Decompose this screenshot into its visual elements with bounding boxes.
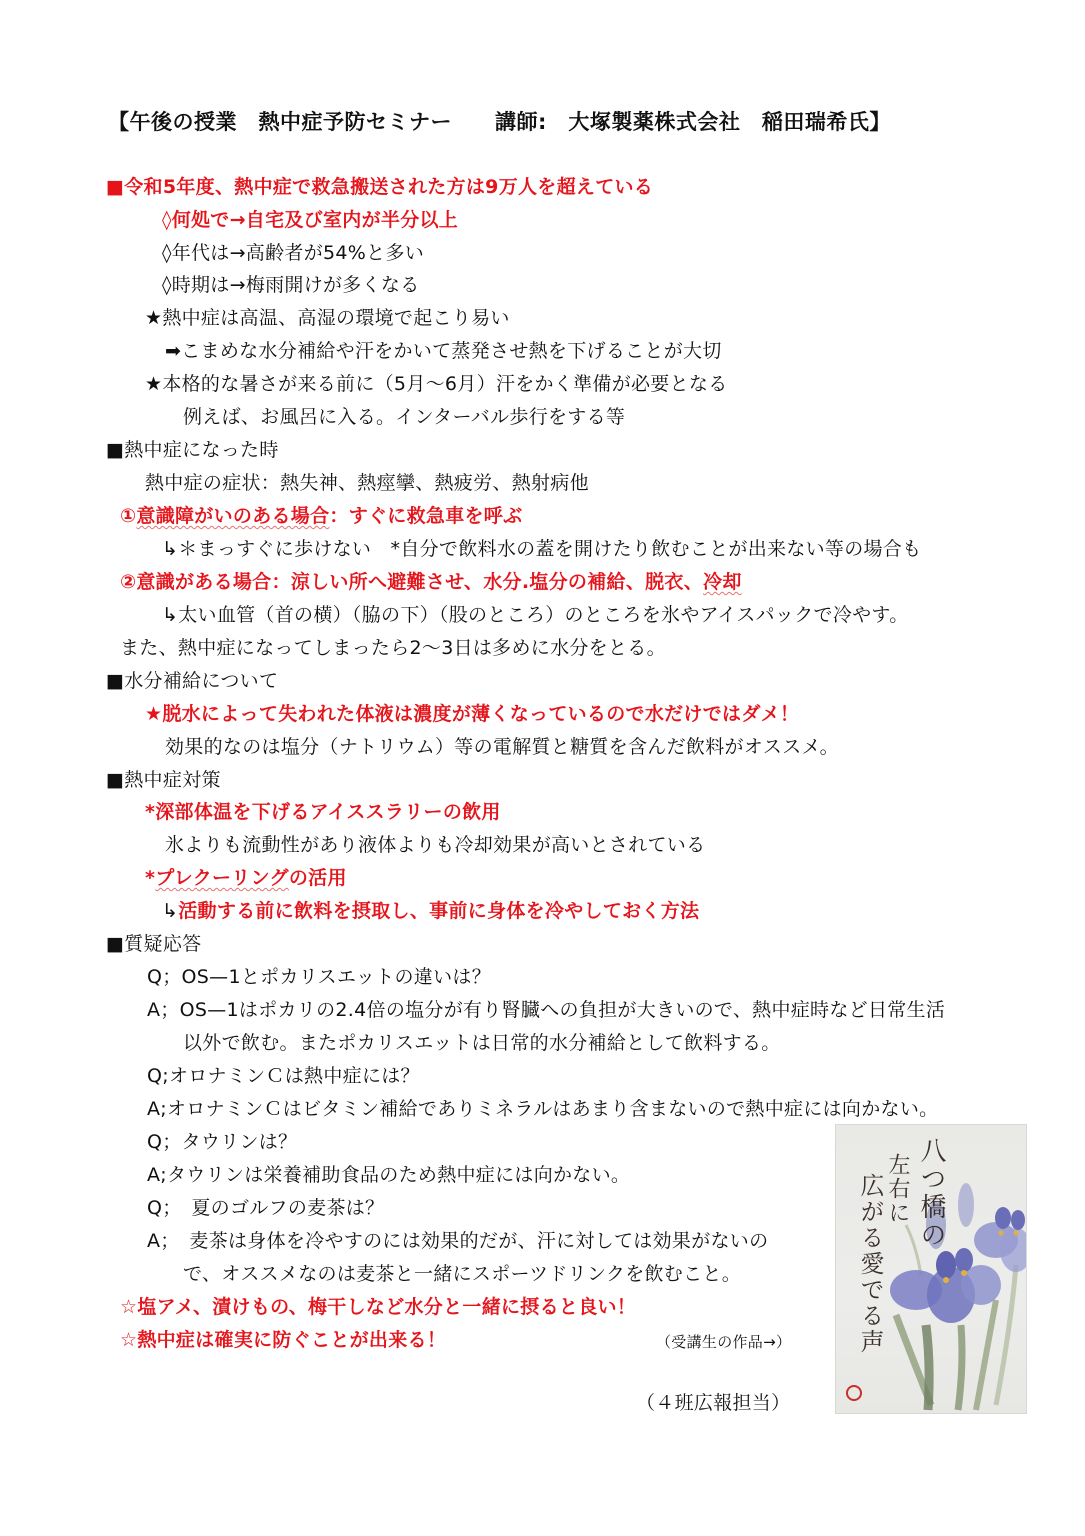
case-conscious xyxy=(120,569,742,595)
case-unconscious-label: 意識障がいのある場合 xyxy=(136,505,330,527)
poem-line-2: 左右に xyxy=(885,1153,910,1225)
qa-question: Q；タウリンは？ xyxy=(147,1131,298,1153)
artist-seal-icon xyxy=(846,1385,862,1401)
precooling-detail-text: 活動する前に飲料を摂取し、事前に身体を冷やしておく方法 xyxy=(178,900,700,922)
countermeasure-precooling-detail xyxy=(162,898,699,924)
note-example: 例えば、お風呂に入る。インターバル歩行をする等 xyxy=(183,406,626,428)
case-conscious-detail: ↳太い血管（首の横）（脇の下）（股のところ）のところを氷やアイスパックで冷やす。 xyxy=(162,604,909,626)
qa-question: Q;オロナミンＣは熱中症には？ xyxy=(147,1065,420,1087)
page-title: 【午後の授業 熱中症予防セミナー 講師: 大塚製薬株式会社 稲田瑞希氏】 xyxy=(108,110,891,134)
section-heading-when-affected: ■熱中症になった時 xyxy=(106,439,279,461)
case-conscious-main: ②意識がある場合：涼しい所へ避難させ、水分.塩分の補給、脱衣、 xyxy=(120,571,704,593)
section-heading-countermeasures: ■熱中症対策 xyxy=(106,769,221,791)
countermeasure-ice-slurry: *深部体温を下げるアイススラリーの飲用 xyxy=(145,801,501,823)
credit-line: （４班広報担当） xyxy=(636,1392,791,1414)
qa-answer-continued: 以外で飲む。またポカリスエットは日常的水分補給として飲料する。 xyxy=(183,1032,781,1054)
after-care-note: また、熱中症になってしまったら2～3日は多めに水分をとる。 xyxy=(120,637,666,659)
section-heading-statistics: ■令和5年度、熱中症で救急搬送された方は9万人を超えている xyxy=(106,176,654,198)
tip-preventable: ☆熱中症は確実に防ぐことが出来る！ xyxy=(120,1329,447,1351)
note-high-temp: ★熱中症は高温、高湿の環境で起こり易い xyxy=(145,307,510,329)
case-conscious-cooling: 冷却 xyxy=(703,571,742,593)
precooling-suffix: の活用 xyxy=(288,867,347,889)
case-unconscious-action: ：すぐに救急車を呼ぶ xyxy=(329,505,523,527)
qa-answer: A;オロナミンＣはビタミン補給でありミネラルはあまり含まないので熱中症には向かない。 xyxy=(147,1098,939,1120)
countermeasure-precooling xyxy=(145,865,347,891)
section-heading-qa: ■質疑応答 xyxy=(106,933,202,955)
qa-question: Q； 夏のゴルフの麦茶は？ xyxy=(147,1197,385,1219)
case-unconscious xyxy=(120,503,522,529)
symptoms: 熱中症の症状：熱失神、熱痙攣、熱疲労、熱射病他 xyxy=(145,472,589,494)
qa-answer: A；OS—1はポカリの2.4倍の塩分が有り腎臓への負担が大きいので、熱中症時など日常生活 xyxy=(147,999,946,1021)
qa-answer: A;タウリンは栄養補助食品のため熱中症には向かない。 xyxy=(147,1164,631,1186)
qa-answer-continued: で、オススメなのは麦茶と一緒にスポーツドリンクを飲むこと。 xyxy=(183,1263,741,1285)
stat-season: ◊時期は→梅雨開けが多くなる xyxy=(162,274,420,296)
tip-salt-snacks: ☆塩アメ、漬けもの、梅干しなど水分と一緒に摂ると良い！ xyxy=(120,1296,637,1318)
qa-question: Q；OS—1とポカリスエットの違いは？ xyxy=(147,966,491,988)
section-heading-hydration: ■水分補給について xyxy=(106,670,279,692)
poem-line-3: 広がる愛でる声 xyxy=(856,1173,884,1355)
note-preparation: ★本格的な暑さが来る前に（5月～6月）汗をかく準備が必要となる xyxy=(145,373,728,395)
stat-age: ◊年代は→高齢者が54%と多い xyxy=(162,242,425,264)
hydration-recommendation: 効果的なのは塩分（ナトリウム）等の電解質と糖質を含んだ飲料がオススメ。 xyxy=(165,736,839,758)
qa-answer: A； 麦茶は身体を冷やすのには効果的だが、汗に対しては効果がないの xyxy=(147,1230,769,1252)
countermeasure-ice-slurry-detail: 氷よりも流動性があり液体よりも冷却効果が高いとされている xyxy=(165,834,706,856)
artwork-caption: （受講生の作品→） xyxy=(656,1333,792,1351)
precooling-term: プレクーリング xyxy=(155,867,289,889)
bullet-asterisk: * xyxy=(145,867,156,889)
case-unconscious-number: ① xyxy=(120,505,137,527)
poem-line-1: 八つ橋の xyxy=(916,1137,946,1249)
return-arrow-icon: ↳ xyxy=(162,900,179,922)
case-unconscious-detail: ↳＊まっすぐに歩けない *自分で飲料水の蓋を開けたり飲むことが出来ない等の場合も xyxy=(162,538,922,560)
stat-where: ◊何処で→自宅及び室内が半分以上 xyxy=(162,209,459,231)
hydration-warning: ★脱水によって失われた体液は濃度が薄くなっているので水だけではダメ！ xyxy=(145,703,800,725)
student-artwork-iris-painting xyxy=(835,1124,1027,1414)
note-hydration: ➡こまめな水分補給や汗をかいて蒸発させ熱を下げることが大切 xyxy=(165,340,722,362)
